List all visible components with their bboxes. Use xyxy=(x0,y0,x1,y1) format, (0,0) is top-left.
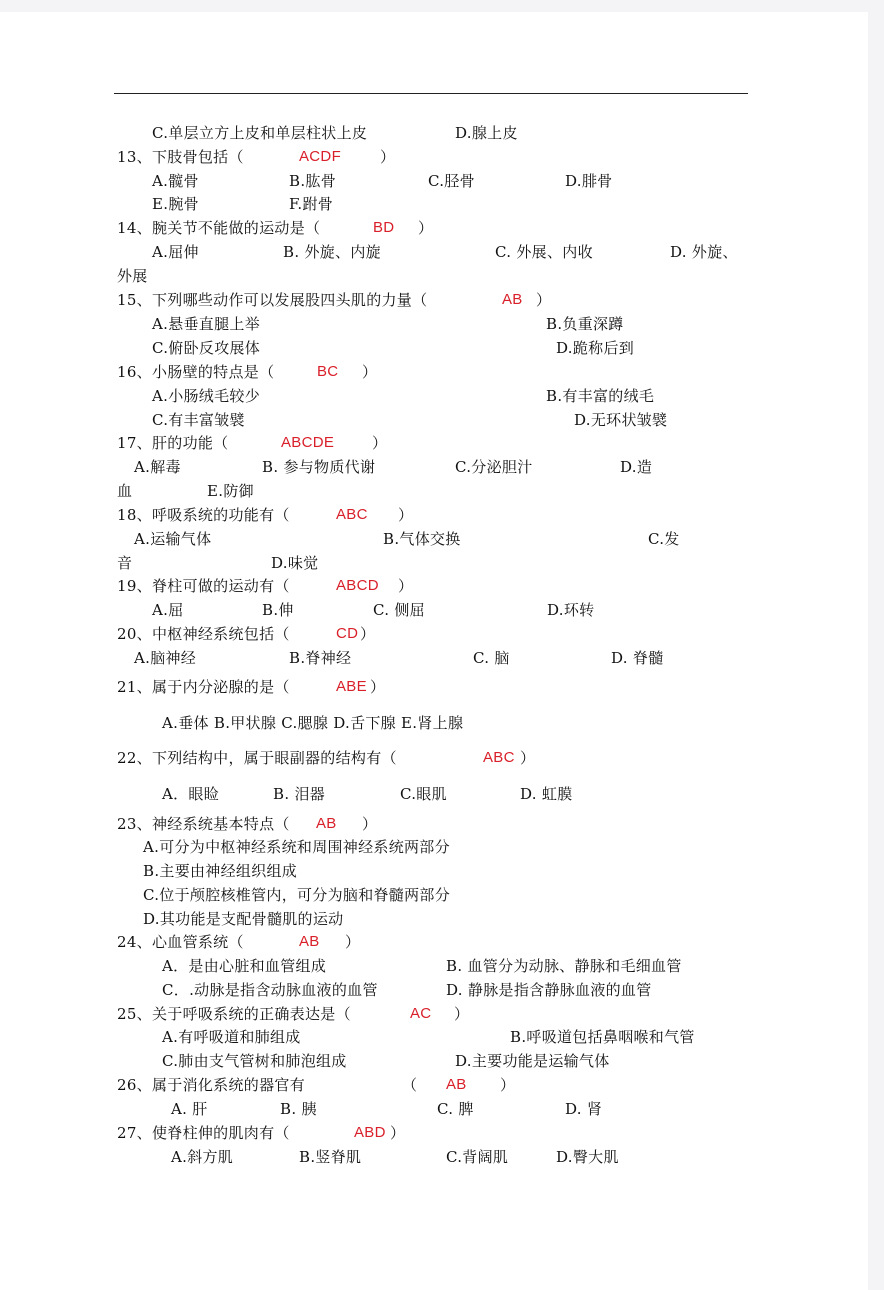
q22-stem: 22、下列结构中，属于眼副器的结构有（ xyxy=(117,749,397,767)
q13-option-b: B.肱骨 xyxy=(289,172,336,190)
q21-answer: ABE xyxy=(336,678,367,695)
q16-option-d: D.无环状皱襞 xyxy=(574,411,668,429)
q19-option-a: A.屈 xyxy=(152,601,184,619)
q13-answer: ACDF xyxy=(299,148,342,165)
q13-option-e: E.腕骨 xyxy=(152,195,199,213)
q23-close: ） xyxy=(362,815,378,833)
q25-close: ） xyxy=(454,1005,470,1023)
q25-option-c: C.肺由支气管树和肺泡组成 xyxy=(162,1052,347,1070)
q25-stem: 25、关于呼吸系统的正确表达是（ xyxy=(117,1005,351,1023)
q17-option-d: D.造 xyxy=(620,458,653,476)
q26-close: ） xyxy=(500,1076,516,1094)
q23-stem: 23、神经系统基本特点（ xyxy=(117,815,290,833)
q19-stem: 19、脊柱可做的运动有（ xyxy=(117,577,290,595)
q14-option-a: A.屈伸 xyxy=(152,243,199,261)
header-rule xyxy=(114,93,748,94)
q21-options: A.垂体 B.甲状腺 C.腮腺 D.舌下腺 E.肾上腺 xyxy=(162,714,464,732)
q18-option-d: D.味觉 xyxy=(271,554,319,572)
q23-answer: AB xyxy=(316,815,337,832)
q27-option-d: D.臀大肌 xyxy=(556,1148,619,1166)
q20-option-a: A.脑神经 xyxy=(134,649,197,667)
q26-option-b: B. 胰 xyxy=(280,1100,317,1118)
q16-answer: BC xyxy=(317,363,339,380)
q19-close: ） xyxy=(398,577,414,595)
q18-option-c-cont: 音 xyxy=(117,554,133,572)
q19-option-c: C. 侧屈 xyxy=(373,601,425,619)
q18-close: ） xyxy=(398,506,414,524)
q26-open: （ xyxy=(402,1076,418,1094)
q23-option-c: C.位于颅腔核椎管内，可分为脑和脊髓两部分 xyxy=(143,886,451,904)
q26-option-c: C. 脾 xyxy=(437,1100,474,1118)
q17-close: ） xyxy=(372,434,388,452)
q24-option-c: C．.动脉是指含动脉血液的血管 xyxy=(162,981,378,999)
document-page xyxy=(0,12,868,1290)
q22-option-d: D. 虹膜 xyxy=(520,785,573,803)
q24-option-a: A．是由心脏和血管组成 xyxy=(162,957,327,975)
q17-option-c: C.分泌胆汁 xyxy=(455,458,533,476)
q14-option-c: C. 外展、内收 xyxy=(495,243,593,261)
q23-option-a: A.可分为中枢神经系统和周围神经系统两部分 xyxy=(143,838,450,856)
q26-answer: AB xyxy=(446,1076,467,1093)
q17-option-a: A.解毒 xyxy=(134,458,181,476)
q20-stem: 20、中枢神经系统包括（ xyxy=(117,625,290,643)
q23-option-b: B.主要由神经组织组成 xyxy=(143,862,298,880)
q16-close: ） xyxy=(362,363,378,381)
q26-stem: 26、属于消化系统的器官有 xyxy=(117,1076,305,1094)
q12-option-c: C.单层立方上皮和单层柱状上皮 xyxy=(152,124,368,142)
q25-option-b: B.呼吸道包括鼻咽喉和气管 xyxy=(510,1028,695,1046)
q12-option-d: D.腺上皮 xyxy=(455,124,518,142)
q22-answer: ABC xyxy=(483,749,515,766)
q27-option-b: B.竖脊肌 xyxy=(299,1148,362,1166)
q21-close: ） xyxy=(370,678,386,696)
q13-stem: 13、下肢骨包括（ xyxy=(117,148,244,166)
q17-answer: ABCDE xyxy=(281,434,335,451)
q20-option-c: C. 脑 xyxy=(473,649,510,667)
q13-option-a: A.髋骨 xyxy=(152,172,199,190)
q14-option-d-cont: 外展 xyxy=(117,267,148,285)
q13-option-d: D.腓骨 xyxy=(565,172,613,190)
q24-option-b: B. 血管分为动脉、静脉和毛细血管 xyxy=(446,957,682,975)
q25-option-a: A.有呼吸道和肺组成 xyxy=(162,1028,301,1046)
q17-option-b: B. 参与物质代谢 xyxy=(262,458,376,476)
q20-option-d: D. 脊髓 xyxy=(611,649,664,667)
q20-option-b: B.脊神经 xyxy=(289,649,352,667)
q16-option-b: B.有丰富的绒毛 xyxy=(546,387,655,405)
q18-option-a: A.运输气体 xyxy=(134,530,212,548)
q26-option-a: A. 肝 xyxy=(171,1100,208,1118)
q25-option-d: D.主要功能是运输气体 xyxy=(455,1052,610,1070)
q18-option-c: C.发 xyxy=(648,530,680,548)
q15-option-b: B.负重深蹲 xyxy=(546,315,624,333)
q17-option-e: E.防御 xyxy=(207,482,254,500)
q14-answer: BD xyxy=(373,219,395,236)
q16-option-a: A.小肠绒毛较少 xyxy=(152,387,261,405)
q24-stem: 24、心血管系统（ xyxy=(117,933,244,951)
q27-answer: ABD xyxy=(354,1124,386,1141)
q16-stem: 16、小肠壁的特点是（ xyxy=(117,363,275,381)
q22-option-b: B. 泪器 xyxy=(273,785,326,803)
q14-stem: 14、腕关节不能做的运动是（ xyxy=(117,219,321,237)
q17-option-d-cont: 血 xyxy=(117,482,133,500)
q24-option-d: D. 静脉是指含静脉血液的血管 xyxy=(446,981,652,999)
q27-stem: 27、使脊柱伸的肌肉有（ xyxy=(117,1124,290,1142)
q19-option-d: D.环转 xyxy=(547,601,595,619)
q27-option-c: C.背阔肌 xyxy=(446,1148,509,1166)
q18-stem: 18、呼吸系统的功能有（ xyxy=(117,506,290,524)
q24-answer: AB xyxy=(299,933,320,950)
q26-option-d: D. 肾 xyxy=(565,1100,603,1118)
q22-option-c: C.眼肌 xyxy=(400,785,447,803)
q19-option-b: B.伸 xyxy=(262,601,294,619)
q16-option-c: C.有丰富皱襞 xyxy=(152,411,245,429)
q15-option-a: A.悬垂直腿上举 xyxy=(152,315,261,333)
q21-stem: 21、属于内分泌腺的是（ xyxy=(117,678,290,696)
q15-close: ） xyxy=(536,291,552,309)
q23-option-d: D.其功能是支配骨髓肌的运动 xyxy=(143,910,344,928)
q13-close: ） xyxy=(380,148,396,166)
q15-option-c: C.俯卧反攻展体 xyxy=(152,339,261,357)
q15-option-d: D.跪称后到 xyxy=(556,339,635,357)
q15-stem: 15、下列哪些动作可以发展股四头肌的力量（ xyxy=(117,291,428,309)
q19-answer: ABCD xyxy=(336,577,379,594)
q18-option-b: B.气体交换 xyxy=(383,530,461,548)
q14-option-d: D. 外旋、 xyxy=(670,243,738,261)
q22-option-a: A．眼睑 xyxy=(162,785,220,803)
q14-option-b: B. 外旋、内旋 xyxy=(283,243,381,261)
q25-answer: AC xyxy=(410,1005,432,1022)
q13-option-f: F.跗骨 xyxy=(289,195,334,213)
q13-option-c: C.胫骨 xyxy=(428,172,475,190)
q14-close: ） xyxy=(418,219,434,237)
q27-option-a: A.斜方肌 xyxy=(171,1148,234,1166)
q20-answer: CD xyxy=(336,625,359,642)
q20-close: ） xyxy=(360,625,376,643)
q24-close: ） xyxy=(345,933,361,951)
q15-answer: AB xyxy=(502,291,523,308)
q22-close: ） xyxy=(520,749,536,767)
q18-answer: ABC xyxy=(336,506,368,523)
q27-close: ） xyxy=(390,1124,406,1142)
q17-stem: 17、肝的功能（ xyxy=(117,434,229,452)
